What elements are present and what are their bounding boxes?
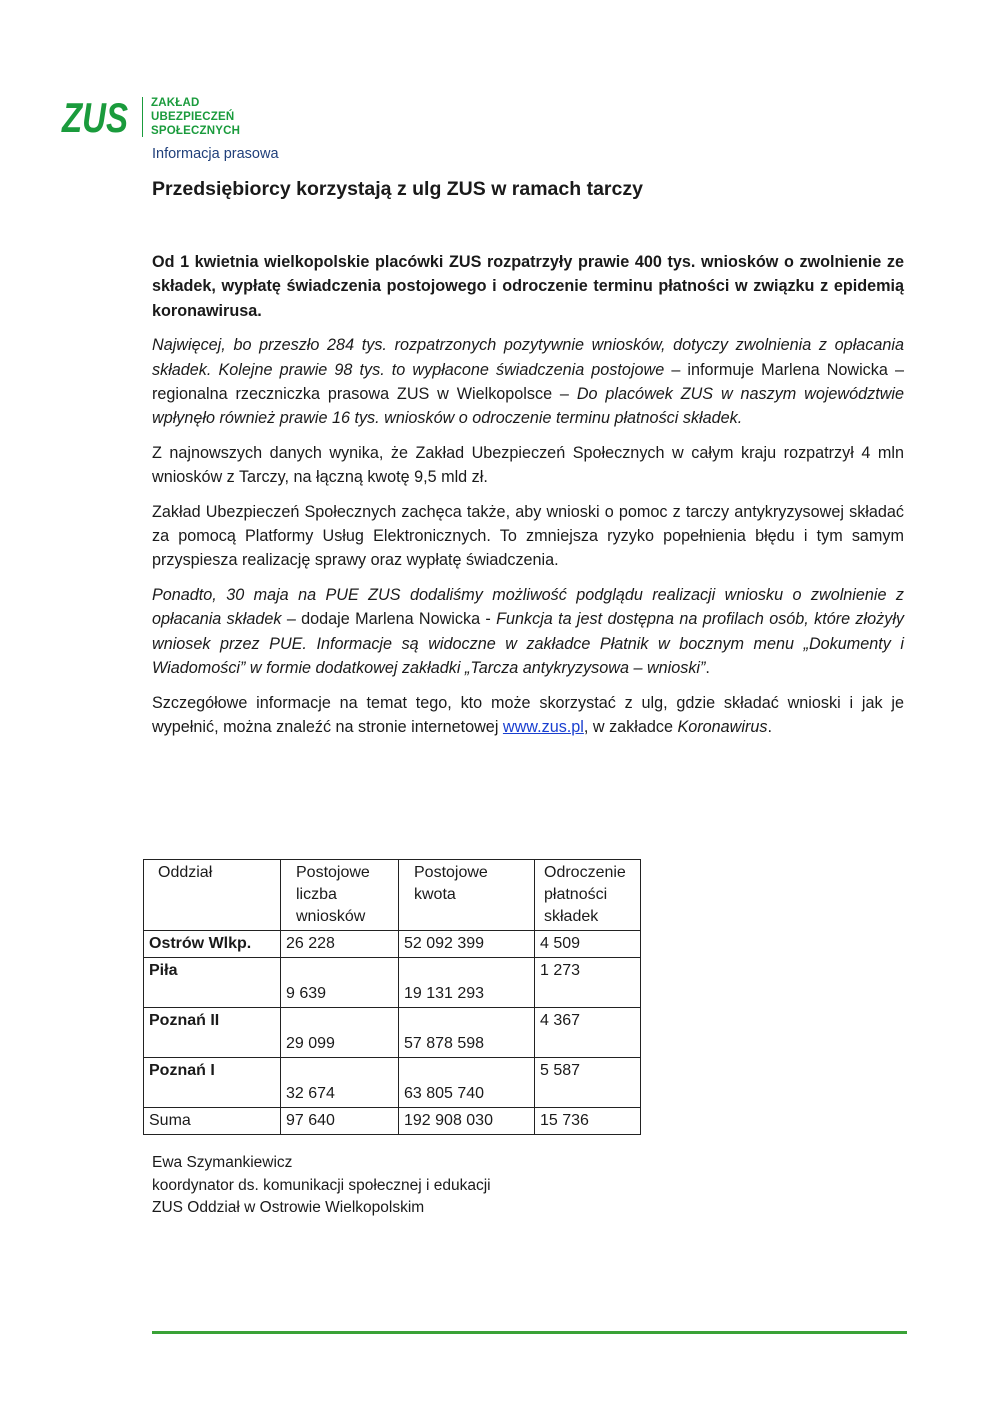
cell-liczba: 32 674	[281, 1058, 399, 1108]
paragraph-5-text: Szczegółowe informacje na temat tego, kto może skorzystać z ulg, gdzie składać wnioski i jak je wypełnić, można znaleźć na stronie internetowej	[152, 693, 904, 736]
press-release-label: Informacja prasowa	[152, 146, 279, 162]
logo-line-3: SPOŁECZNYCH	[151, 125, 241, 137]
cell-liczba: 26 228	[281, 931, 399, 958]
logo-separator	[142, 97, 143, 137]
cell-oddzial: Ostrów Wlkp.	[144, 931, 281, 958]
paragraph-5-end: .	[767, 717, 772, 736]
cell-oddzial: Piła	[144, 958, 281, 1008]
signature-name: Ewa Szymankiewicz	[152, 1154, 293, 1171]
attribution-2: – dodaje Marlena Nowicka -	[281, 610, 497, 629]
signature-block	[152, 1152, 491, 1220]
cell-kwota: 192 908 030	[399, 1108, 535, 1135]
quote-2b: Funkcja ta jest dostępna na profilach osób, które złożyły wniosek przez PUE. Informacje są widoczne w zakładce Płatnik w bocznym menu „Dokumenty i Wiadomości” w formie dodatkowej zakładki „Tarcza antykryzysowa – wnioski”	[152, 610, 905, 678]
cell-kwota: 63 805 740	[399, 1058, 535, 1108]
cell-odroczenie: 15 736	[535, 1108, 641, 1135]
cell-odroczenie: 4 367	[535, 1008, 641, 1058]
footer-divider	[152, 1331, 907, 1334]
page-title: Przedsiębiorcy korzystają z ulg ZUS w ramach tarczy	[152, 178, 643, 200]
cell-kwota: 19 131 293	[399, 958, 535, 1008]
cell-odroczenie: 1 273	[535, 958, 641, 1008]
cell-kwota: 52 092 399	[399, 931, 535, 958]
header-oddzial: Oddział	[144, 860, 281, 931]
table-row	[144, 958, 641, 1008]
quote-1b: Do placówek ZUS w naszym województwie wpłynęło również prawie 16 tys. wniosków o odroczenie terminu płatności składek.	[152, 385, 904, 428]
quote-2a: Ponadto, 30 maja na PUE ZUS dodaliśmy możliwość podglądu realizacji wniosku o zwolnienie z opłacania składek	[152, 585, 904, 629]
table-row	[144, 1058, 641, 1108]
cell-liczba: 97 640	[281, 1108, 399, 1135]
cell-liczba: 9 639	[281, 958, 399, 1008]
paragraph-5	[152, 691, 904, 740]
cell-kwota: 57 878 598	[399, 1008, 535, 1058]
header-odroczenie: Odroczenie płatności składek	[535, 860, 641, 931]
attribution-1: – informuje Marlena Nowicka – regionalna rzeczniczka prasowa ZUS w Wielkopolsce –	[152, 360, 904, 404]
quote-2-end: .	[705, 659, 710, 678]
signature-unit: ZUS Oddział w Ostrowie Wielkopolskim	[152, 1199, 425, 1216]
paragraph-2: Z najnowszych danych wynika, że Zakład Ubezpieczeń Społecznych w całym kraju rozpatrzył 4 mln wniosków z Tarczy, na łączną kwotę 9,5 mld zł.	[152, 443, 904, 487]
logo-line-1: ZAKŁAD	[151, 97, 200, 109]
header-postojowe-kwota: Postojowe kwota	[399, 860, 535, 931]
logo-mark-text: ZUS	[61, 94, 128, 141]
zus-logo	[61, 94, 241, 141]
zus-logo-mark-icon	[61, 94, 128, 141]
cell-liczba: 29 099	[281, 1008, 399, 1058]
table-header-row	[144, 860, 641, 931]
cell-oddzial: Poznań II	[144, 1008, 281, 1058]
header-postojowe-liczba: Postojowe liczba wniosków	[281, 860, 399, 931]
statistics-table	[143, 859, 641, 1135]
article-body	[152, 250, 904, 749]
table-row	[144, 1008, 641, 1058]
zus-website-link[interactable]: www.zus.pl	[502, 717, 584, 736]
logo-line-2: UBEZPIECZEŃ	[151, 111, 235, 123]
table-row	[144, 931, 641, 958]
cell-oddzial: Suma	[144, 1108, 281, 1135]
koronawirus-tab-name: Koronawirus	[677, 717, 768, 736]
cell-odroczenie: 4 509	[535, 931, 641, 958]
table-sum-row	[144, 1108, 641, 1135]
cell-odroczenie: 5 587	[535, 1058, 641, 1108]
signature-role: koordynator ds. komunikacji społecznej i edukacji	[152, 1176, 491, 1194]
logo-wordmark	[151, 96, 240, 138]
paragraph-4	[152, 583, 904, 681]
quote-1a: Najwięcej, bo przeszło 284 tys. rozpatrzonych pozytywnie wniosków, dotyczy zwolnienia z opłacania składek. Kolejne prawie 98 tys. to wypłacone świadczenia postojowe	[152, 336, 904, 379]
paragraph-5-after: , w zakładce	[583, 717, 678, 736]
paragraph-3: Zakład Ubezpieczeń Społecznych zachęca także, aby wnioski o pomoc z tarczy antykryzysowej składać za pomocą Platformy Usług Elektronicznych. To zmniejsza ryzyko popełnienia błędu i tym samym przyspiesza realizację sprawy oraz wypłatę świadczenia.	[152, 502, 904, 570]
cell-oddzial: Poznań I	[144, 1058, 281, 1108]
paragraph-1	[152, 333, 904, 431]
lead-paragraph: Od 1 kwietnia wielkopolskie placówki ZUS rozpatrzyły prawie 400 tys. wniosków o zwolnienie ze składek, wypłatę świadczenia postojowego i odroczenie terminu płatności w związku z epidemią koronawirusa.	[152, 253, 904, 320]
